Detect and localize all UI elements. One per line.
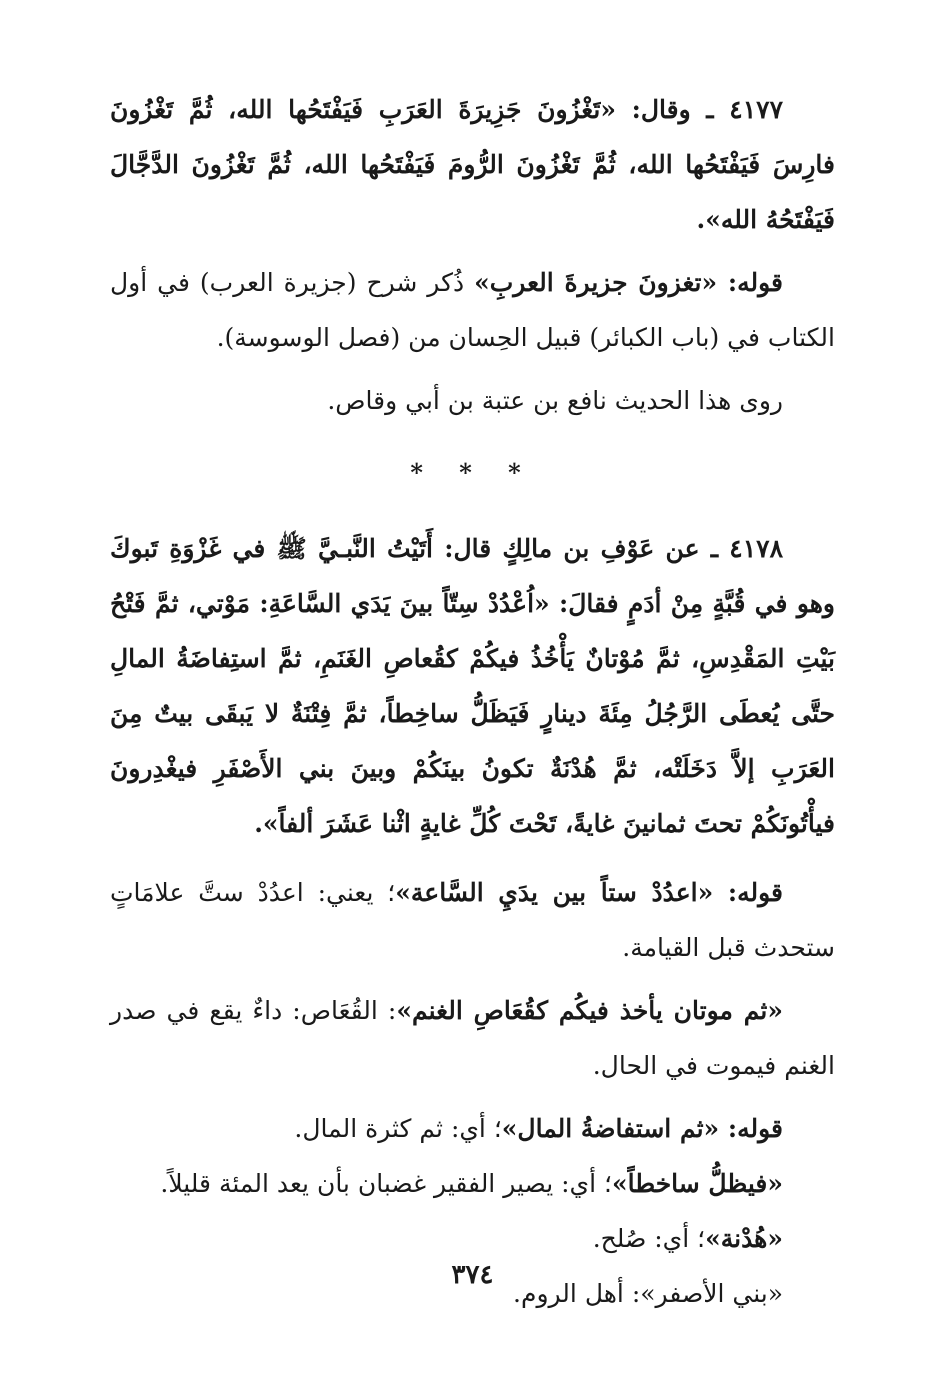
note-lead: قوله: bbox=[713, 878, 783, 907]
note-six-signs bbox=[110, 865, 835, 975]
note-quote: «اعدُدْ ستاً بين يدَيِ السَّاعة» bbox=[395, 878, 714, 907]
commentary-paragraph bbox=[110, 255, 835, 365]
hadith-number: ٤١٧٨ bbox=[729, 534, 783, 563]
note-quote: «بني الأصفر» bbox=[640, 1279, 783, 1308]
page-body bbox=[110, 82, 835, 1321]
hadith-text: «تَغْزُونَ جَزِيرَةَ العَرَبِ فَيَفْتَحُها الله، ثُمَّ تَغْزُونَ فارِسَ فَيَفْتَحُها الله، ثُمَّ تَغْزُونَ الرُّومَ فَيَفْتَحُها الله، ثُمَّ تَغْزُونَ الدَّجَّالَ فَيَفْتَحُهُ الله». bbox=[110, 95, 835, 234]
note-text: ؛ أي: ثم كثرة المال. bbox=[294, 1114, 502, 1143]
hadith-number: ٤١٧٧ bbox=[729, 95, 784, 124]
note-text: : القُعَاص: داءٌ يقع في صدر الغنم فيموت في الحال. bbox=[110, 996, 835, 1080]
note-quote: «ثم استفاضةُ المال» bbox=[501, 1114, 720, 1143]
section-separator: * * * bbox=[410, 458, 535, 487]
commentary-lead: قوله: bbox=[717, 268, 784, 297]
note-quote: «هُدْنة» bbox=[705, 1224, 783, 1253]
hadith-4177 bbox=[110, 82, 835, 247]
note-text: ؛ يعني: اعدُدْ ستَّ علامَاتٍ ستحدث قبل القيامة. bbox=[110, 878, 835, 962]
note-quote: «فيظلُّ ساخطاً» bbox=[611, 1169, 783, 1198]
commentary-quote: «تغزونَ جزيرةَ العربِ» bbox=[474, 268, 718, 297]
note-quote: «ثم موتان يأخذ فيكُم كقُعَاصِ الغنم» bbox=[396, 996, 783, 1025]
narration-note: روى هذا الحديث نافع بن عتبة بن أبي وقاص. bbox=[327, 386, 783, 415]
hadith-intro: ـ وقال: bbox=[615, 95, 730, 124]
note-text: ؛ أي: صُلح. bbox=[592, 1224, 706, 1253]
note-lead: قوله: bbox=[719, 1114, 783, 1143]
note-wealth bbox=[110, 1101, 835, 1156]
note-truce bbox=[110, 1211, 835, 1266]
hadith-4178 bbox=[110, 521, 835, 851]
page-number: ٣٧٤ bbox=[451, 1260, 494, 1290]
note-discontent bbox=[110, 1156, 835, 1211]
note-quas bbox=[110, 983, 835, 1093]
note-text: : أهل الروم. bbox=[513, 1279, 641, 1308]
commentary-text: ذُكر شرح (جزيرة العرب) في أول الكتاب في (باب الكبائر) قبيل الحِسان من (فصل الوسوسة). bbox=[110, 268, 835, 352]
hadith-text: ـ عن عَوْفِ بن مالِكٍ قال: أَتَيْتُ النَّبـيَّ ﷺ في غَزْوَةِ تَبوكَ وهو في قُبَّةٍ مِنْ أدَمٍ فقالَ: «اُعْدُدْ سِتّاً بينَ يَدَي السَّاعَةِ: مَوْتي، ثمَّ فَتْحُ بَيْتِ المَقْدِسِ، ثمَّ مُوْتانٌ يَأْخُذُ فيكُمْ كقُعاصِ الغَنَمِ، ثمَّ استِفاضَةُ المالِ حتَّى يُعطَى الرَّجُلُ مِئَةَ دينارٍ فَيَظَلُّ ساخِطاً، ثمَّ فِتْنَةٌ لا يَبقَى بيتٌ مِنَ العَرَبِ إلاَّ دَخَلَتْه، ثمَّ هُدْنَةٌ تكونُ بينَكُمْ وبينَ بني الأَصْفَرِ فيغْدِرونَ فيأْتُونَكُمْ تحتَ ثمانينَ غايةً، تَحْتَ كُلِّ غايةٍ اثْنا عَشَرَ ألفاً». bbox=[110, 534, 835, 838]
note-text: ؛ أي: يصير الفقير غضبان بأن يعد المئة قليلاً. bbox=[160, 1169, 612, 1198]
